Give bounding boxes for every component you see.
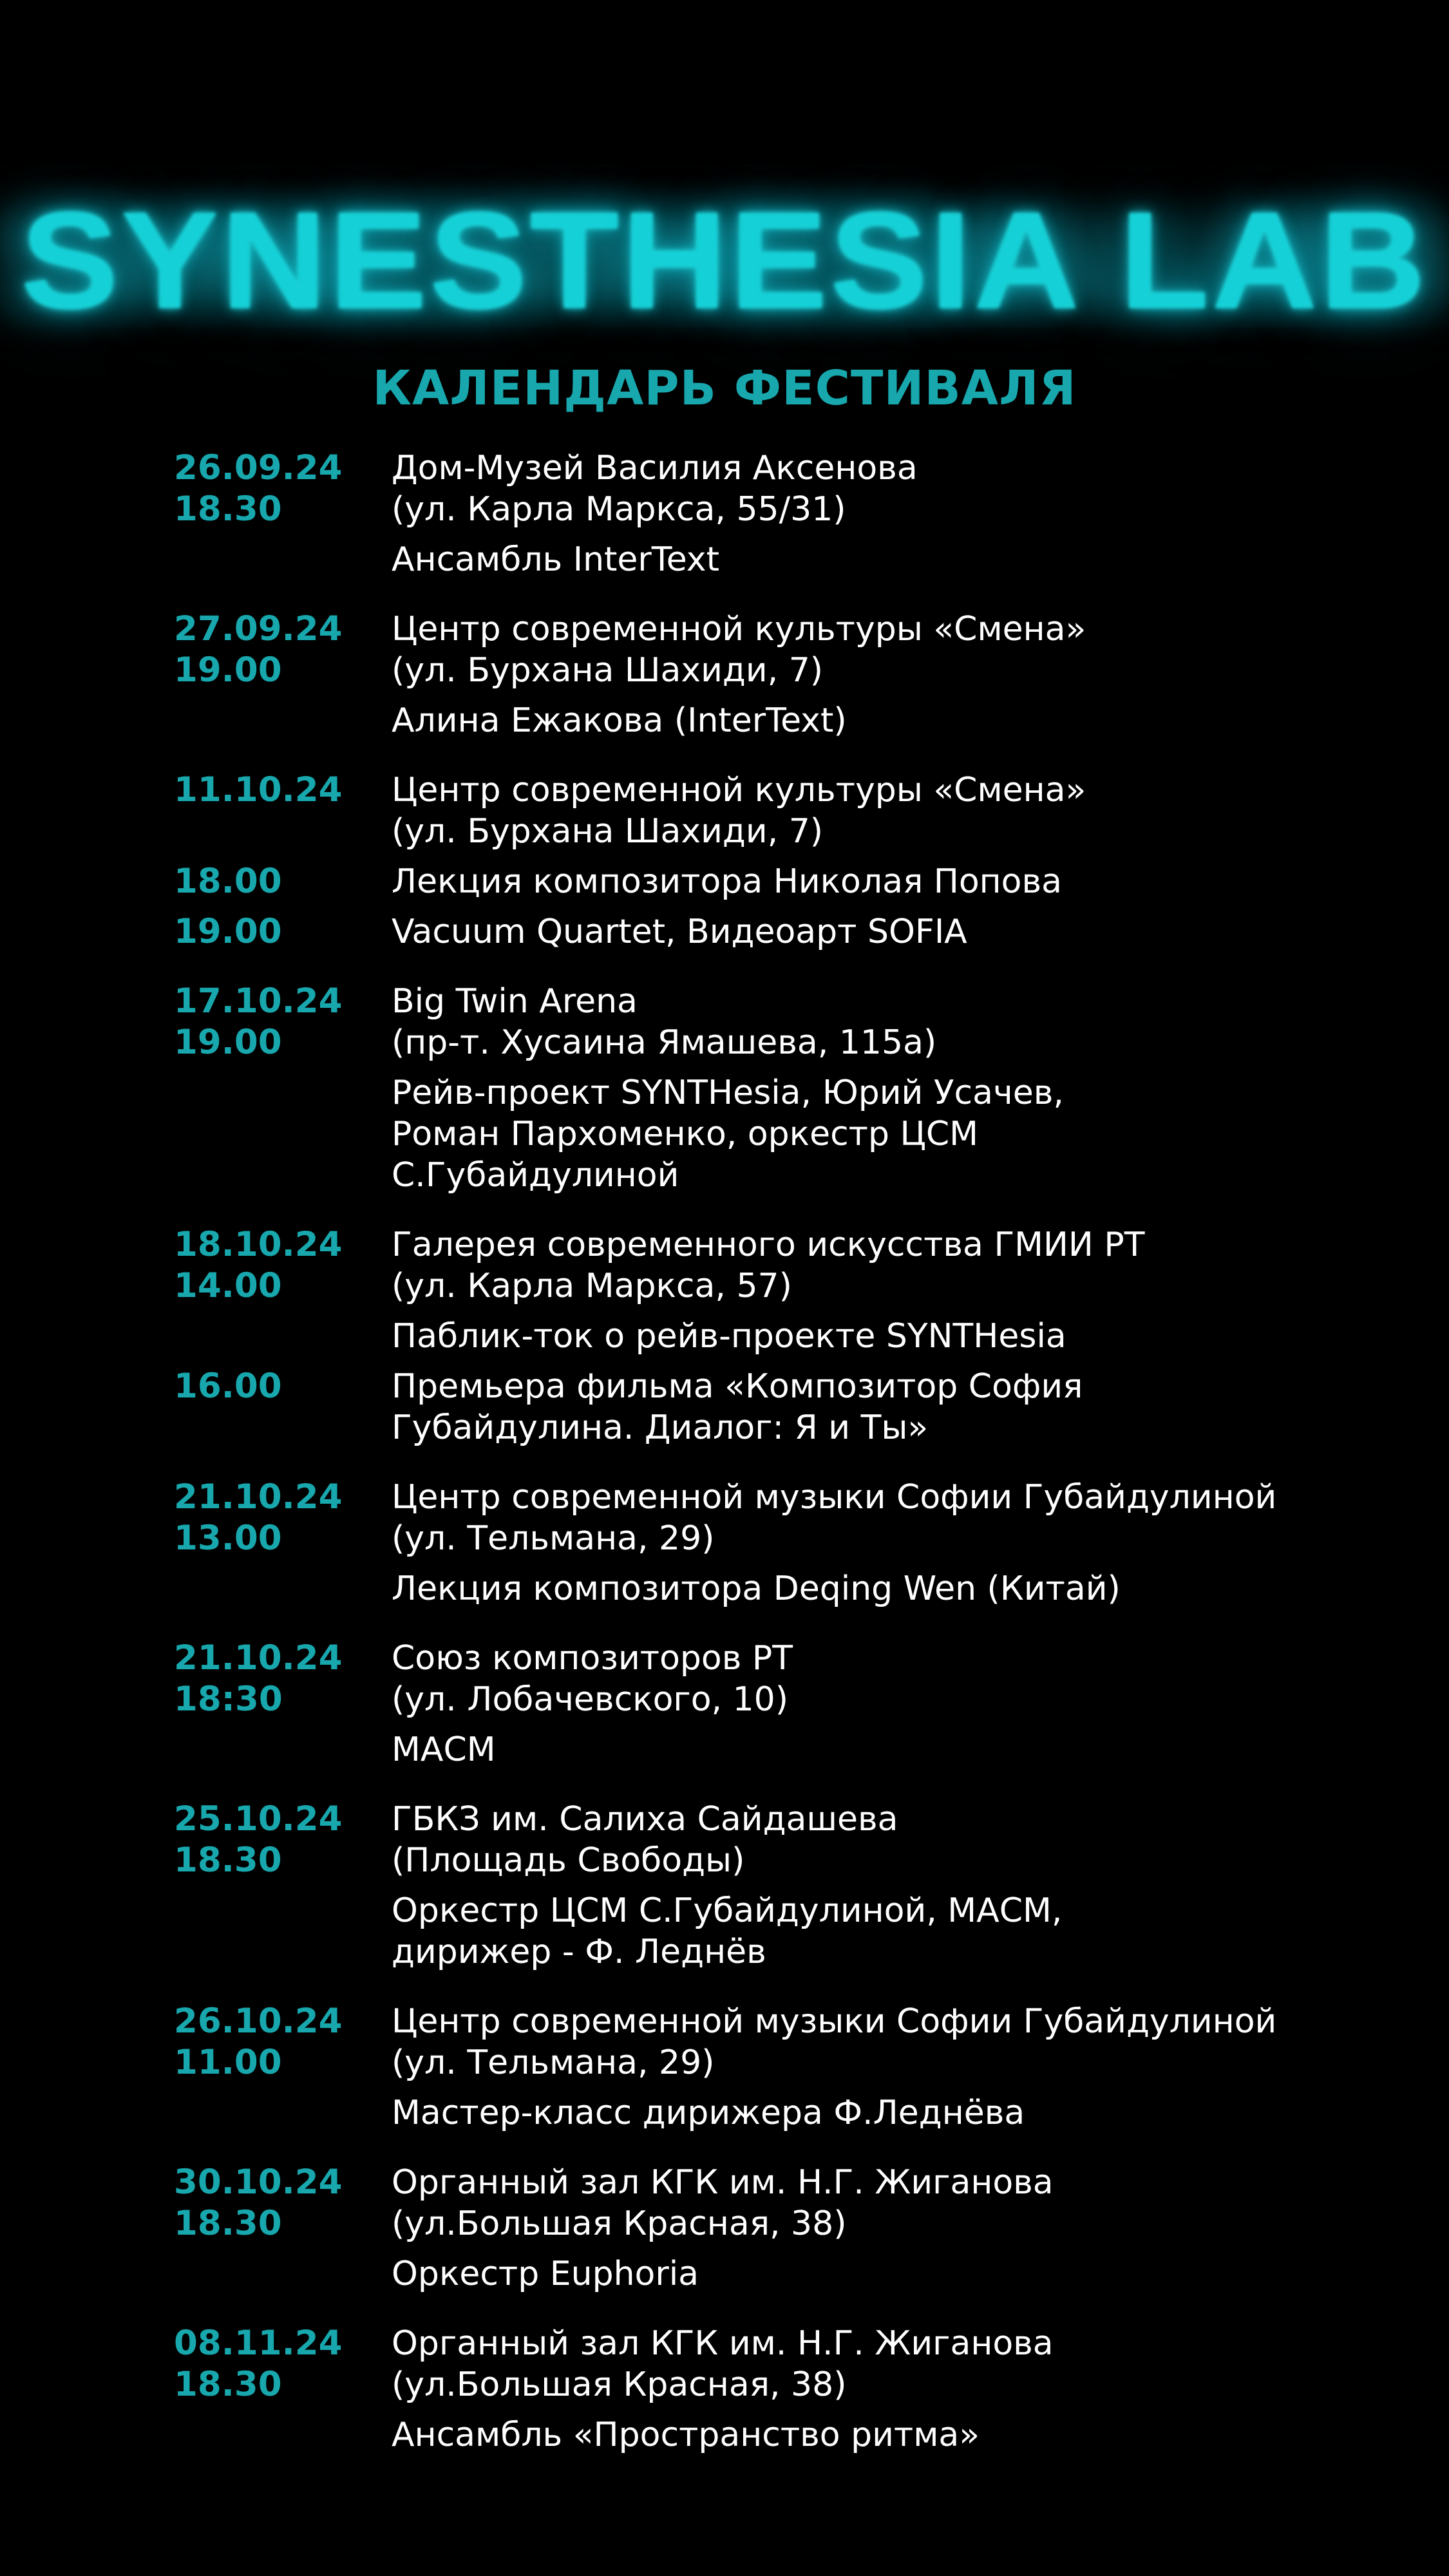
event-description: (ул. Бурхана Шахиди, 7): [392, 812, 824, 851]
event-line: [174, 650, 1333, 691]
schedule-event: [174, 609, 1333, 741]
event-line: [174, 981, 1333, 1022]
event-line: [174, 1890, 1333, 1931]
event-description: Союз композиторов РТ: [392, 1639, 793, 1678]
event-line: [174, 2001, 1333, 2042]
event-date-time: 19.00: [174, 1023, 282, 1062]
event-date-time: 11.00: [174, 2043, 282, 2082]
event-date-time: 18.00: [174, 862, 282, 901]
event-line: [174, 1224, 1333, 1265]
schedule-event: [174, 1477, 1333, 1609]
event-description: ГБКЗ им. Салиха Сайдашева: [392, 1800, 898, 1839]
event-description: Органный зал КГК им. Н.Г. Жиганова: [392, 2163, 1054, 2202]
schedule-event: [174, 2162, 1333, 2295]
event-description: МАСМ: [392, 1730, 496, 1769]
schedule-event: [174, 1799, 1333, 1973]
event-line: [174, 2253, 1333, 2295]
event-line: [174, 1022, 1333, 1063]
event-line: [174, 2203, 1333, 2244]
event-line: [174, 911, 1333, 952]
event-description: (ул. Карла Маркса, 57): [392, 1267, 792, 1305]
event-description: Ансамбль «Пространство ритма»: [392, 2416, 980, 2454]
schedule-event: [174, 2323, 1333, 2456]
event-line: [174, 1316, 1333, 1357]
event-description: (пр-т. Хусаина Ямашева, 115а): [392, 1023, 937, 1062]
event-date-time: 30.10.24: [174, 2163, 343, 2202]
event-line: [174, 811, 1333, 852]
event-description: Оркестр Euphoria: [392, 2255, 699, 2293]
event-line: [174, 2092, 1333, 2134]
event-date-time: 17.10.24: [174, 981, 343, 1021]
event-description: Премьера фильма «Композитор София: [392, 1367, 1083, 1406]
event-line: [174, 539, 1333, 580]
event-line: [174, 609, 1333, 650]
event-description: Роман Пархоменко, оркестр ЦСМ: [392, 1115, 979, 1153]
event-description: Лекция композитора Николая Попова: [392, 862, 1062, 901]
event-line: [174, 2364, 1333, 2405]
event-date-time: 18:30: [174, 1680, 283, 1719]
event-date-time: 18.10.24: [174, 1225, 343, 1264]
event-description: Паблик-ток о рейв-проекте SYNTHesia: [392, 1317, 1066, 1356]
event-line: [174, 1568, 1333, 1609]
schedule-event: [174, 1224, 1333, 1448]
event-line: [174, 1840, 1333, 1881]
event-description: (ул. Лобачевского, 10): [392, 1680, 789, 1719]
event-date-time: 21.10.24: [174, 1477, 343, 1517]
event-line: [174, 1072, 1333, 1113]
event-date-time: 21.10.24: [174, 1638, 343, 1678]
event-description: С.Губайдулиной: [392, 1156, 679, 1195]
event-line: [174, 2414, 1333, 2456]
event-description: Центр современной музыки Софии Губайдулиной: [392, 2002, 1277, 2041]
event-description: (ул. Тельмана, 29): [392, 2043, 715, 2082]
event-line: [174, 448, 1333, 489]
event-line: [174, 1477, 1333, 1518]
event-line: [174, 1113, 1333, 1155]
schedule-event: [174, 2001, 1333, 2134]
page-title: КАЛЕНДАРЬ ФЕСТИВАЛЯ: [372, 361, 1077, 416]
event-description: Мастер-класс дирижера Ф.Леднёва: [392, 2094, 1025, 2132]
event-description: Рейв-проект SYNTHesia, Юрий Усачев,: [392, 1074, 1064, 1112]
event-description: (ул. Бурхана Шахиди, 7): [392, 651, 824, 690]
event-date-time: 11.10.24: [174, 770, 343, 810]
event-line: [174, 2042, 1333, 2083]
event-description: Дом-Музей Василия Аксенова: [392, 449, 918, 488]
event-date-time: 14.00: [174, 1266, 282, 1305]
event-date-time: 25.10.24: [174, 1799, 343, 1839]
schedule-event: [174, 770, 1333, 952]
event-description: Vacuum Quartet, Видеоарт SOFIA: [392, 913, 967, 951]
schedule-event: [174, 981, 1333, 1196]
event-line: [174, 1407, 1333, 1448]
event-date-time: 19.00: [174, 650, 282, 690]
event-date-time: 26.09.24: [174, 448, 343, 488]
event-description: Губайдулина. Диалог: Я и Ты»: [392, 1408, 929, 1447]
event-description: Ансамбль InterText: [392, 540, 719, 579]
event-line: [174, 2323, 1333, 2364]
event-description: Алина Ежакова (InterText): [392, 701, 847, 740]
event-line: [174, 861, 1333, 902]
event-line: [174, 2162, 1333, 2203]
event-date-time: 16.00: [174, 1367, 282, 1406]
event-date-time: 18.30: [174, 2365, 282, 2404]
event-line: [174, 1518, 1333, 1559]
event-line: [174, 1265, 1333, 1307]
event-description: (ул. Карла Маркса, 55/31): [392, 490, 846, 529]
schedule-event: [174, 448, 1333, 580]
event-description: Центр современной культуры «Смена»: [392, 771, 1086, 810]
event-date-time: 13.00: [174, 1519, 282, 1558]
event-description: дирижер - Ф. Леднёв: [392, 1933, 766, 1971]
event-date-time: 18.30: [174, 1841, 282, 1880]
event-date-time: 08.11.24: [174, 2324, 343, 2363]
event-line: [174, 1638, 1333, 1679]
event-description: (ул.Большая Красная, 38): [392, 2204, 847, 2243]
event-line: [174, 770, 1333, 811]
event-description: Центр современной музыки Софии Губайдулиной: [392, 1478, 1277, 1517]
schedule-event: [174, 1638, 1333, 1770]
event-date-time: 18.30: [174, 2204, 282, 2243]
event-line: [174, 489, 1333, 530]
event-date-time: 19.00: [174, 912, 282, 951]
event-description: Центр современной культуры «Смена»: [392, 610, 1086, 649]
festival-schedule: [174, 448, 1333, 2484]
event-date-time: 27.09.24: [174, 609, 343, 649]
event-description: Big Twin Arena: [392, 982, 638, 1021]
event-line: [174, 1679, 1333, 1720]
event-line: [174, 1366, 1333, 1407]
event-line: [174, 1799, 1333, 1840]
event-line: [174, 1729, 1333, 1770]
event-description: Органный зал КГК им. Н.Г. Жиганова: [392, 2324, 1054, 2363]
event-line: [174, 1931, 1333, 1973]
event-description: (ул.Большая Красная, 38): [392, 2365, 847, 2404]
event-date-time: 18.30: [174, 489, 282, 529]
festival-logo: SYNESTHESIA LAB: [21, 184, 1428, 337]
event-description: (ул. Тельмана, 29): [392, 1519, 715, 1558]
event-description: Галерея современного искусства ГМИИ РТ: [392, 1226, 1145, 1264]
event-description: Лекция композитора Deqing Wen (Китай): [392, 1569, 1121, 1608]
event-line: [174, 700, 1333, 741]
event-description: Оркестр ЦСМ С.Губайдулиной, МАСМ,: [392, 1891, 1063, 1930]
event-date-time: 26.10.24: [174, 2002, 343, 2041]
event-description: (Площадь Свободы): [392, 1841, 745, 1880]
event-line: [174, 1155, 1333, 1196]
